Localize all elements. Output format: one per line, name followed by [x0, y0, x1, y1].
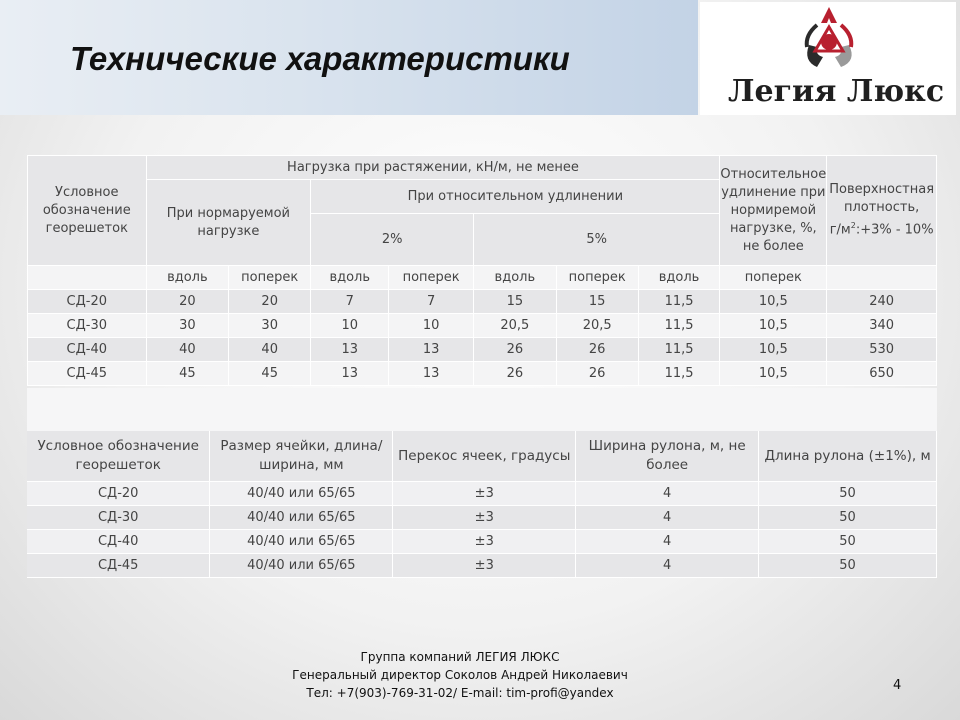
sub-relative-elongation: При относительном удлинении — [311, 180, 720, 214]
direction-label: поперек — [720, 266, 827, 290]
cell: 4 — [576, 554, 759, 578]
page-title: Технические характеристики — [70, 40, 570, 77]
direction-label: поперек — [229, 266, 311, 290]
cell: 10,5 — [720, 362, 827, 386]
cell: 10,5 — [720, 314, 827, 338]
cell: 7 — [389, 290, 474, 314]
cell: СД-45 — [28, 362, 147, 386]
density-unit-exponent: 2 — [850, 221, 856, 231]
cell: ±3 — [393, 482, 576, 506]
col-designation: Условное обозначение георешеток — [28, 156, 147, 266]
footer-company: Группа компаний ЛЕГИЯ ЛЮКС — [360, 650, 560, 664]
cell: СД-20 — [28, 290, 147, 314]
cell: 10,5 — [720, 338, 827, 362]
cell: 4 — [576, 530, 759, 554]
cell: 40/40 или 65/65 — [210, 554, 393, 578]
pct-5: 5% — [474, 214, 720, 266]
cell: 40/40 или 65/65 — [210, 482, 393, 506]
dimensions-table — [27, 431, 937, 578]
density-unit: г/м — [829, 222, 851, 238]
pct-2: 2% — [311, 214, 474, 266]
table-row — [27, 554, 937, 578]
cell: ±3 — [393, 554, 576, 578]
cell: 20,5 — [474, 314, 557, 338]
cell: 30 — [229, 314, 311, 338]
cell: 11,5 — [638, 362, 720, 386]
footer — [260, 648, 660, 702]
header-roll-length: Длина рулона (±1%), м — [759, 431, 937, 482]
cell: 26 — [474, 338, 557, 362]
direction-blank — [827, 266, 937, 290]
direction-label: вдоль — [311, 266, 389, 290]
cell: 50 — [759, 482, 937, 506]
cell: 11,5 — [638, 338, 720, 362]
cell: 15 — [474, 290, 557, 314]
cell: ±3 — [393, 530, 576, 554]
cell: 11,5 — [638, 314, 720, 338]
logo-text: Легия Люкс — [728, 74, 945, 109]
density-tolerance: :+3% - 10% — [855, 222, 934, 238]
table-row — [28, 338, 937, 362]
cell: 10,5 — [720, 290, 827, 314]
table-header-row — [27, 431, 937, 482]
cell: 20 — [229, 290, 311, 314]
cell: 13 — [389, 362, 474, 386]
sub-normal-load: При нормаруемой нагрузке — [146, 180, 311, 266]
cell: 20,5 — [556, 314, 638, 338]
direction-label: вдоль — [474, 266, 557, 290]
header-cell-size: Размер ячейки, длина/ширина, мм — [210, 431, 393, 482]
table-row — [27, 530, 937, 554]
cell: 10 — [311, 314, 389, 338]
cell: 530 — [827, 338, 937, 362]
cell: 13 — [311, 338, 389, 362]
cell: 50 — [759, 506, 937, 530]
cell: 20 — [146, 290, 229, 314]
logo — [700, 2, 956, 115]
cell: 45 — [146, 362, 229, 386]
table-row — [27, 506, 937, 530]
header-roll-width: Ширина рулона, м, не более — [576, 431, 759, 482]
direction-label: поперек — [556, 266, 638, 290]
cell: 30 — [146, 314, 229, 338]
col-surface-density — [827, 156, 937, 266]
cell: 50 — [759, 554, 937, 578]
cell: 650 — [827, 362, 937, 386]
table-spacer — [27, 388, 937, 431]
cell: 50 — [759, 530, 937, 554]
cell: 26 — [556, 338, 638, 362]
cell: 11,5 — [638, 290, 720, 314]
cell: СД-45 — [27, 554, 210, 578]
cell: СД-30 — [27, 506, 210, 530]
table-row — [28, 314, 937, 338]
cell: 40/40 или 65/65 — [210, 506, 393, 530]
footer-director: Генеральный директор Соколов Андрей Николаевич — [292, 668, 628, 682]
direction-blank — [28, 266, 147, 290]
cell: 4 — [576, 482, 759, 506]
cell: 10 — [389, 314, 474, 338]
cell: 13 — [311, 362, 389, 386]
table-row — [27, 482, 937, 506]
density-label: Поверхностная плотность, — [829, 182, 935, 216]
cell: СД-40 — [27, 530, 210, 554]
cell: ±3 — [393, 506, 576, 530]
cell: 40 — [146, 338, 229, 362]
cell: 340 — [827, 314, 937, 338]
group-tensile: Нагрузка при растяжении, кН/м, не менее — [146, 156, 720, 180]
col-relative-elongation: Относительное удлинение при нормиремой нагрузке, %, не более — [720, 156, 827, 266]
header-designation: Условное обозначение георешеток — [27, 431, 210, 482]
logo-emblem-icon — [797, 5, 861, 73]
cell: 40/40 или 65/65 — [210, 530, 393, 554]
cell: СД-40 — [28, 338, 147, 362]
direction-label: вдоль — [146, 266, 229, 290]
tensile-table — [27, 155, 937, 386]
direction-label: вдоль — [638, 266, 720, 290]
cell: 13 — [389, 338, 474, 362]
cell: 45 — [229, 362, 311, 386]
cell: СД-30 — [28, 314, 147, 338]
cell: СД-20 — [27, 482, 210, 506]
cell: 240 — [827, 290, 937, 314]
direction-label: поперек — [389, 266, 474, 290]
cell: 26 — [474, 362, 557, 386]
cell: 4 — [576, 506, 759, 530]
header-skew: Перекос ячеек, градусы — [393, 431, 576, 482]
page-number: 4 — [893, 678, 902, 693]
cell: 15 — [556, 290, 638, 314]
cell: 40 — [229, 338, 311, 362]
table-row — [28, 362, 937, 386]
footer-contacts: Тел: +7(903)-769-31-02/ E-mail: tim-profi@yandex — [306, 686, 614, 700]
cell: 26 — [556, 362, 638, 386]
table-row — [28, 290, 937, 314]
cell: 7 — [311, 290, 389, 314]
direction-row — [28, 266, 937, 290]
